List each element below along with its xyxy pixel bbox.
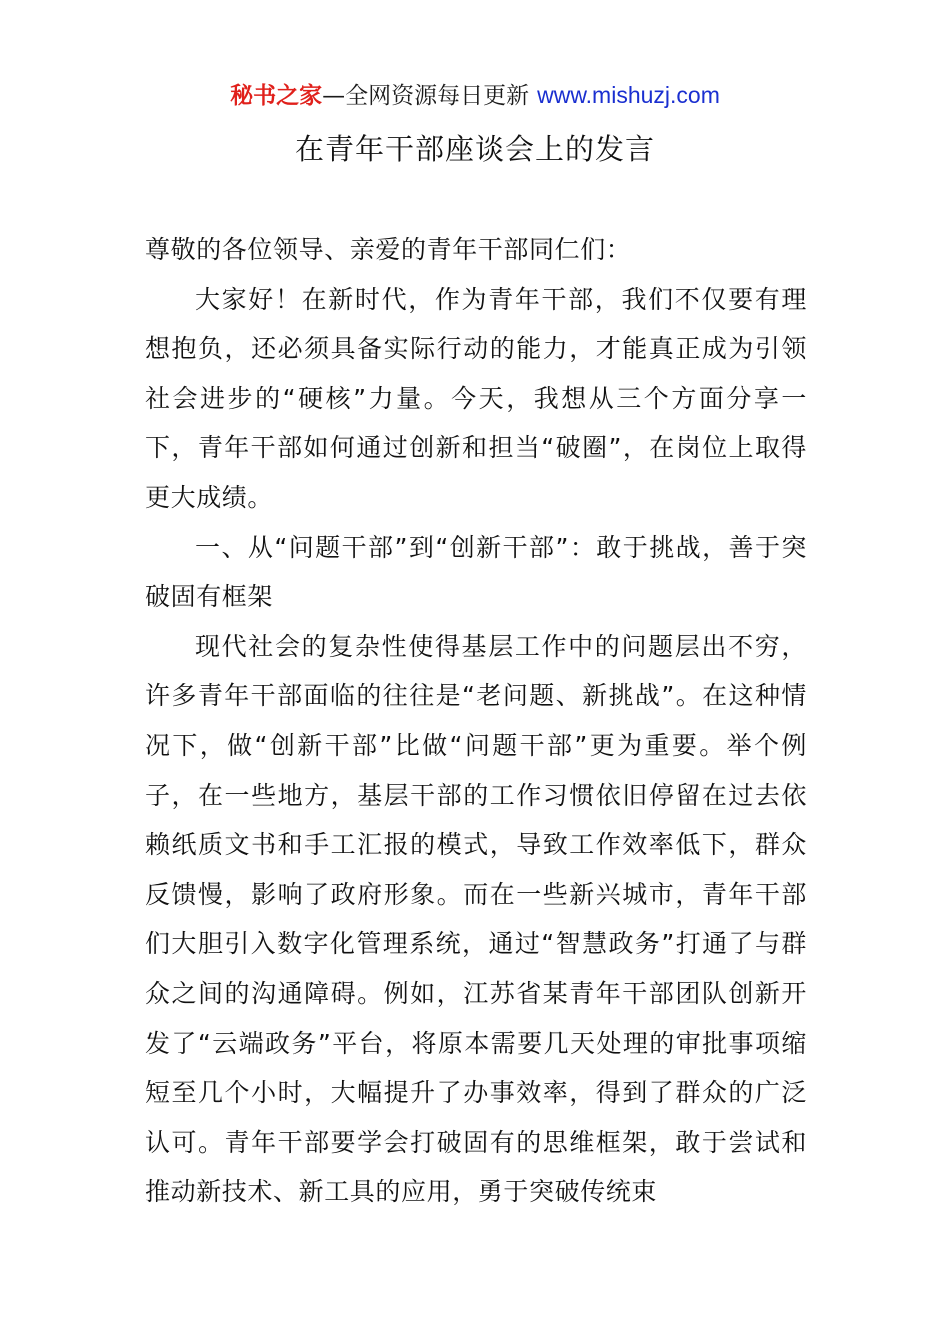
document-body	[145, 225, 807, 1217]
site-header	[0, 80, 950, 111]
site-brand: 秘书之家	[230, 83, 323, 109]
document-title: 在青年干部座谈会上的发言	[294, 132, 655, 166]
site-url-link[interactable]: www.mishuzj.com	[537, 82, 720, 108]
salutation: 尊敬的各位领导、亲爱的青年干部同仁们：	[145, 235, 632, 264]
paragraph-opening: 大家好！在新时代，作为青年干部，我们不仅要有理想抱负，还必须具备实际行动的能力，才能真正成为引领社会进步的“硬核”力量。今天，我想从三个方面分享一下，青年干部如何通过创新和担当“破圈”，在岗位上取得更大成绩。	[145, 284, 807, 512]
section-heading-1: 一、从“问题干部”到“创新干部”：敢于挑战，善于突破固有框架	[145, 532, 807, 612]
site-slogan: —全网资源每日更新	[322, 83, 530, 109]
paragraph-section-1: 现代社会的复杂性使得基层工作中的问题层出不穷，许多青年干部面临的往往是“老问题、新挑战”。在这种情况下，做“创新干部”比做“问题干部”更为重要。举个例子，在一些地方，基层干部的工作习惯依旧停留在过去依赖纸质文书和手工汇报的模式，导致工作效率低下，群众反馈慢，影响了政府形象。而在一些新兴城市，青年干部们大胆引入数字化管理系统，通过“智慧政务”打通了与群众之间的沟通障碍。例如，江苏省某青年干部团队创新开发了“云端政务”平台，将原本需要几天处理的审批事项缩短至几个小时，大幅提升了办事效率，得到了群众的广泛认可。青年干部要学会打破固有的思维框架，敢于尝试和推动新技术、新工具的应用，勇于突破传统束	[145, 631, 807, 1207]
